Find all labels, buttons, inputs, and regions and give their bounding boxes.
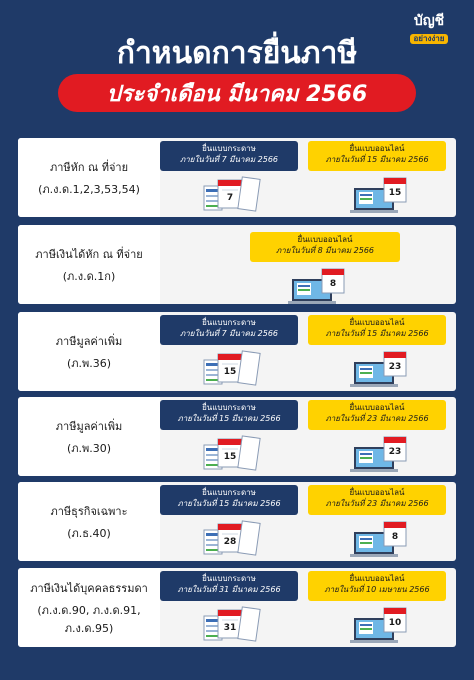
online-filing-column [308, 138, 456, 217]
online-illustration [288, 267, 348, 304]
filing-deadline-text: ภายในวันที่ 23 มีนาคม 2566 [325, 498, 429, 508]
filing-method-label: ยื่นแบบออนไลน์ [349, 403, 405, 412]
filing-deadline-text: ภายในวันที่ 15 มีนาคม 2566 [177, 498, 281, 508]
paper-illustration [202, 176, 262, 214]
logo-top-text: บัญชี [413, 13, 445, 29]
filing-options [160, 397, 456, 476]
paper-filing-column [160, 397, 308, 476]
online-filing-column [230, 225, 378, 304]
online-laptop-calendar-icon [350, 606, 410, 644]
paper-form-calendar-icon [202, 520, 262, 558]
paper-filing-column [160, 138, 308, 217]
filing-method-label: ยื่นแบบออนไลน์ [349, 574, 405, 583]
tax-row [18, 482, 456, 561]
online-filing-badge [250, 232, 400, 262]
page-title: กำหนดการยื่นภาษี [116, 36, 358, 71]
calendar-day-number: 31 [223, 623, 237, 633]
tax-type-cell [18, 568, 160, 647]
calendar-day-number: 23 [388, 362, 402, 372]
online-laptop-calendar-icon [350, 176, 410, 214]
tax-type-cell [18, 482, 160, 561]
filing-method-label: ยื่นแบบกระดาษ [202, 488, 256, 497]
paper-form-calendar-icon [202, 350, 262, 388]
paper-filing-badge [160, 400, 298, 430]
filing-deadline-text: ภายในวันที่ 7 มีนาคม 2566 [180, 154, 278, 164]
online-laptop-calendar-icon [350, 350, 410, 388]
online-illustration [350, 520, 410, 558]
calendar-day-number: 15 [223, 367, 237, 377]
paper-illustration [202, 350, 262, 388]
online-laptop-calendar-icon [288, 267, 348, 304]
tax-row [18, 312, 456, 391]
online-laptop-calendar-icon [350, 520, 410, 558]
calendar-day-number: 15 [388, 188, 402, 198]
tax-type-name: ภาษีมูลค่าเพิ่ม [55, 419, 123, 433]
paper-filing-column [160, 312, 308, 391]
paper-filing-column [160, 482, 308, 561]
tax-type-name: ภาษีมูลค่าเพิ่ม [55, 334, 123, 348]
paper-filing-badge [160, 485, 298, 515]
paper-filing-badge [160, 141, 298, 171]
online-laptop-calendar-icon [350, 435, 410, 473]
tax-row [18, 138, 456, 217]
online-filing-badge [308, 485, 446, 515]
page-subtitle-banner: ประจำเดือน มีนาคม 2566 [58, 74, 416, 112]
online-filing-column [308, 482, 456, 561]
filing-deadline-text: ภายในวันที่ 23 มีนาคม 2566 [325, 413, 429, 423]
calendar-day-number: 28 [223, 537, 237, 547]
filing-options [160, 568, 456, 647]
filing-options [160, 138, 456, 217]
tax-type-cell [18, 397, 160, 476]
online-illustration [350, 176, 410, 214]
filing-method-label: ยื่นแบบออนไลน์ [349, 144, 405, 153]
filing-method-label: ยื่นแบบออนไลน์ [297, 235, 353, 244]
calendar-day-number: 10 [388, 618, 402, 628]
paper-filing-column [160, 568, 308, 647]
filing-deadline-text: ภายในวันที่ 15 มีนาคม 2566 [325, 328, 429, 338]
paper-illustration [202, 435, 262, 473]
paper-filing-badge [160, 571, 298, 601]
online-illustration [350, 606, 410, 644]
online-filing-badge [308, 315, 446, 345]
online-illustration [350, 350, 410, 388]
online-filing-badge [308, 400, 446, 430]
filing-method-label: ยื่นแบบออนไลน์ [349, 318, 405, 327]
tax-type-cell [18, 225, 160, 304]
tax-form-code: (ภ.ง.ด.1,2,3,53,54) [38, 182, 140, 196]
tax-type-name: ภาษีเงินได้บุคคลธรรมดา [30, 581, 148, 595]
calendar-day-number: 23 [388, 447, 402, 457]
online-filing-badge [308, 571, 446, 601]
filing-deadline-text: ภายในวันที่ 31 มีนาคม 2566 [177, 584, 281, 594]
filing-deadline-text: ภายในวันที่ 7 มีนาคม 2566 [180, 328, 278, 338]
paper-illustration [202, 606, 262, 644]
online-illustration [350, 435, 410, 473]
filing-options [160, 312, 456, 391]
filing-deadline-text: ภายในวันที่ 15 มีนาคม 2566 [325, 154, 429, 164]
calendar-day-number: 8 [329, 279, 337, 289]
online-filing-column [308, 568, 456, 647]
filing-options [160, 482, 456, 561]
tax-row [18, 568, 456, 647]
paper-form-calendar-icon [202, 606, 262, 644]
online-filing-badge [308, 141, 446, 171]
paper-form-calendar-icon [202, 176, 262, 214]
tax-row [18, 397, 456, 476]
tax-form-code: (ภ.พ.30) [66, 441, 112, 455]
online-filing-column [308, 312, 456, 391]
tax-form-code: (ภ.พ.36) [66, 356, 112, 370]
tax-form-code: (ภ.ง.ด.90, ภ.ง.ด.91, ภ.ง.ด.95) [37, 603, 141, 635]
calendar-day-number: 15 [223, 452, 237, 462]
tax-type-name: ภาษีธุรกิจเฉพาะ [50, 504, 128, 518]
tax-row [18, 225, 456, 304]
calendar-day-number: 8 [391, 532, 399, 542]
tax-type-cell [18, 138, 160, 217]
tax-form-code: (ภ.ธ.40) [67, 526, 111, 540]
calendar-day-number: 7 [226, 193, 234, 203]
tax-form-code: (ภ.ง.ด.1ก) [62, 269, 116, 283]
tax-type-name: ภาษีเงินได้หัก ณ ที่จ่าย [35, 247, 143, 261]
paper-filing-badge [160, 315, 298, 345]
filing-deadline-text: ภายในวันที่ 10 เมษายน 2566 [324, 584, 430, 594]
filing-method-label: ยื่นแบบกระดาษ [202, 144, 256, 153]
paper-illustration [202, 520, 262, 558]
filing-deadline-text: ภายในวันที่ 15 มีนาคม 2566 [177, 413, 281, 423]
filing-deadline-text: ภายในวันที่ 8 มีนาคม 2566 [276, 245, 374, 255]
online-filing-column [308, 397, 456, 476]
filing-method-label: ยื่นแบบกระดาษ [202, 403, 256, 412]
filing-method-label: ยื่นแบบออนไลน์ [349, 488, 405, 497]
paper-form-calendar-icon [202, 435, 262, 473]
filing-method-label: ยื่นแบบกระดาษ [202, 318, 256, 327]
filing-options [160, 225, 456, 304]
filing-method-label: ยื่นแบบกระดาษ [202, 574, 256, 583]
tax-type-cell [18, 312, 160, 391]
tax-type-name: ภาษีหัก ณ ที่จ่าย [49, 160, 129, 174]
logo-bottom-text: อย่างง่าย [410, 34, 449, 44]
